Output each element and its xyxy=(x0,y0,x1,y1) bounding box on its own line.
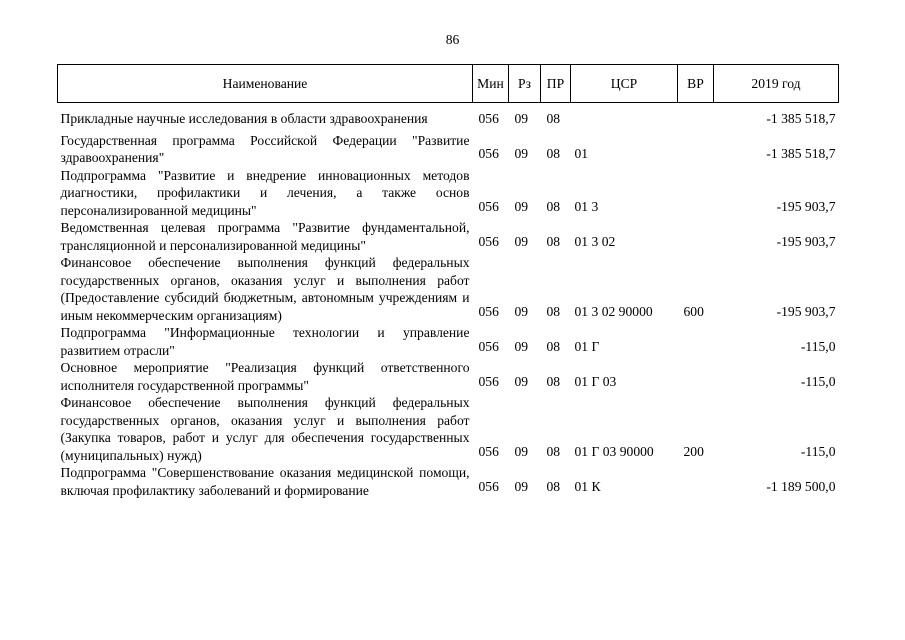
row-pr: 08 xyxy=(546,373,561,389)
table-row xyxy=(58,464,839,499)
row-amount: -1 189 500,0 xyxy=(766,478,836,494)
row-amount: -195 903,7 xyxy=(776,233,836,249)
table-row xyxy=(58,394,839,464)
row-pr: 08 xyxy=(546,338,561,354)
row-csr: 01 3 02 xyxy=(574,233,616,249)
row-name: Ведомственная целевая программа "Развитие фундаментальной, трансляционной и персонализированной медицины" xyxy=(60,220,470,253)
row-csr: 01 xyxy=(574,146,589,161)
table-body xyxy=(58,103,839,500)
header-pr: ПР xyxy=(541,65,571,103)
header-vr: ВР xyxy=(678,65,714,103)
header-name: Наименование xyxy=(58,65,473,103)
row-amount: -195 903,7 xyxy=(776,198,836,214)
row-amount: -115,0 xyxy=(800,443,836,459)
row-rz: 09 xyxy=(514,478,529,494)
table-row xyxy=(58,132,839,167)
table-row xyxy=(58,167,839,220)
row-min: 056 xyxy=(478,443,499,459)
row-min: 056 xyxy=(478,111,499,126)
row-rz: 09 xyxy=(514,443,529,459)
row-min: 056 xyxy=(478,198,499,214)
row-amount: -115,0 xyxy=(800,373,836,389)
row-amount: -1 385 518,7 xyxy=(766,146,836,161)
row-csr xyxy=(571,103,678,132)
row-pr: 08 xyxy=(546,146,561,161)
row-rz: 09 xyxy=(514,233,529,249)
row-csr: 01 Г 03 xyxy=(574,373,617,389)
header-rz: Рз xyxy=(509,65,541,103)
row-amount: -1 385 518,7 xyxy=(766,111,836,126)
row-csr: 01 3 xyxy=(574,198,599,214)
row-csr: 01 К xyxy=(574,478,601,494)
row-rz: 09 xyxy=(514,373,529,389)
row-pr: 08 xyxy=(546,111,561,126)
row-amount: -115,0 xyxy=(800,338,836,354)
table-row xyxy=(58,219,839,254)
row-vr xyxy=(678,132,714,167)
row-pr: 08 xyxy=(546,478,561,494)
row-name: Подпрограмма "Совершенствование оказания медицинской помощи, включая профилактику заболеваний и формирование xyxy=(60,465,470,498)
row-name: Финансовое обеспечение выполнения функций федеральных государственных органов, оказания услуг и выполнения работ (Предоставление субсидий бюджетным, автономным учреждениям и иным некоммерческим организациям) xyxy=(60,255,470,323)
table-row xyxy=(58,254,839,324)
row-rz: 09 xyxy=(514,111,529,126)
table-header-row xyxy=(58,65,839,103)
page-number: 86 xyxy=(445,32,460,47)
row-rz: 09 xyxy=(514,198,529,214)
row-vr xyxy=(678,464,714,499)
row-vr: 600 xyxy=(683,303,704,319)
budget-table xyxy=(57,64,839,499)
row-name: Финансовое обеспечение выполнения функций федеральных государственных органов, оказания услуг и выполнения работ (Закупка товаров, работ и услуг для обеспечения государственных (муниципальных) нужд) xyxy=(60,395,470,463)
row-name: Государственная программа Российской Федерации "Развитие здравоохранения" xyxy=(60,132,470,165)
row-pr: 08 xyxy=(546,443,561,459)
row-name: Прикладные научные исследования в области здравоохранения xyxy=(60,111,428,126)
row-min: 056 xyxy=(478,233,499,249)
row-vr xyxy=(678,324,714,359)
row-name: Основное мероприятие "Реализация функций ответственного исполнителя государственной программы" xyxy=(60,360,470,393)
row-pr: 08 xyxy=(546,303,561,319)
row-vr xyxy=(678,359,714,394)
row-min: 056 xyxy=(478,146,499,161)
table-row xyxy=(58,324,839,359)
row-vr: 200 xyxy=(683,443,704,459)
header-year: 2019 год xyxy=(714,65,839,103)
table-row xyxy=(58,359,839,394)
row-min: 056 xyxy=(478,338,499,354)
table-row xyxy=(58,103,839,132)
row-vr xyxy=(678,103,714,132)
header-csr: ЦСР xyxy=(571,65,678,103)
row-min: 056 xyxy=(478,478,499,494)
row-pr: 08 xyxy=(546,233,561,249)
row-vr xyxy=(678,219,714,254)
row-name: Подпрограмма "Развитие и внедрение инновационных методов диагностики, профилактики и лечения, а также основ персонализированной медицины" xyxy=(60,167,470,218)
row-min: 056 xyxy=(478,373,499,389)
row-rz: 09 xyxy=(514,338,529,354)
row-amount: -195 903,7 xyxy=(776,303,836,319)
row-vr xyxy=(678,167,714,220)
row-csr: 01 3 02 90000 xyxy=(574,303,653,319)
row-pr: 08 xyxy=(546,198,561,214)
row-csr: 01 Г xyxy=(574,338,600,354)
row-csr: 01 Г 03 90000 xyxy=(574,443,654,459)
row-min: 056 xyxy=(478,303,499,319)
row-name: Подпрограмма "Информационные технологии и управление развитием отрасли" xyxy=(60,325,470,358)
row-rz: 09 xyxy=(514,303,529,319)
header-min: Мин xyxy=(473,65,509,103)
row-rz: 09 xyxy=(514,146,529,161)
